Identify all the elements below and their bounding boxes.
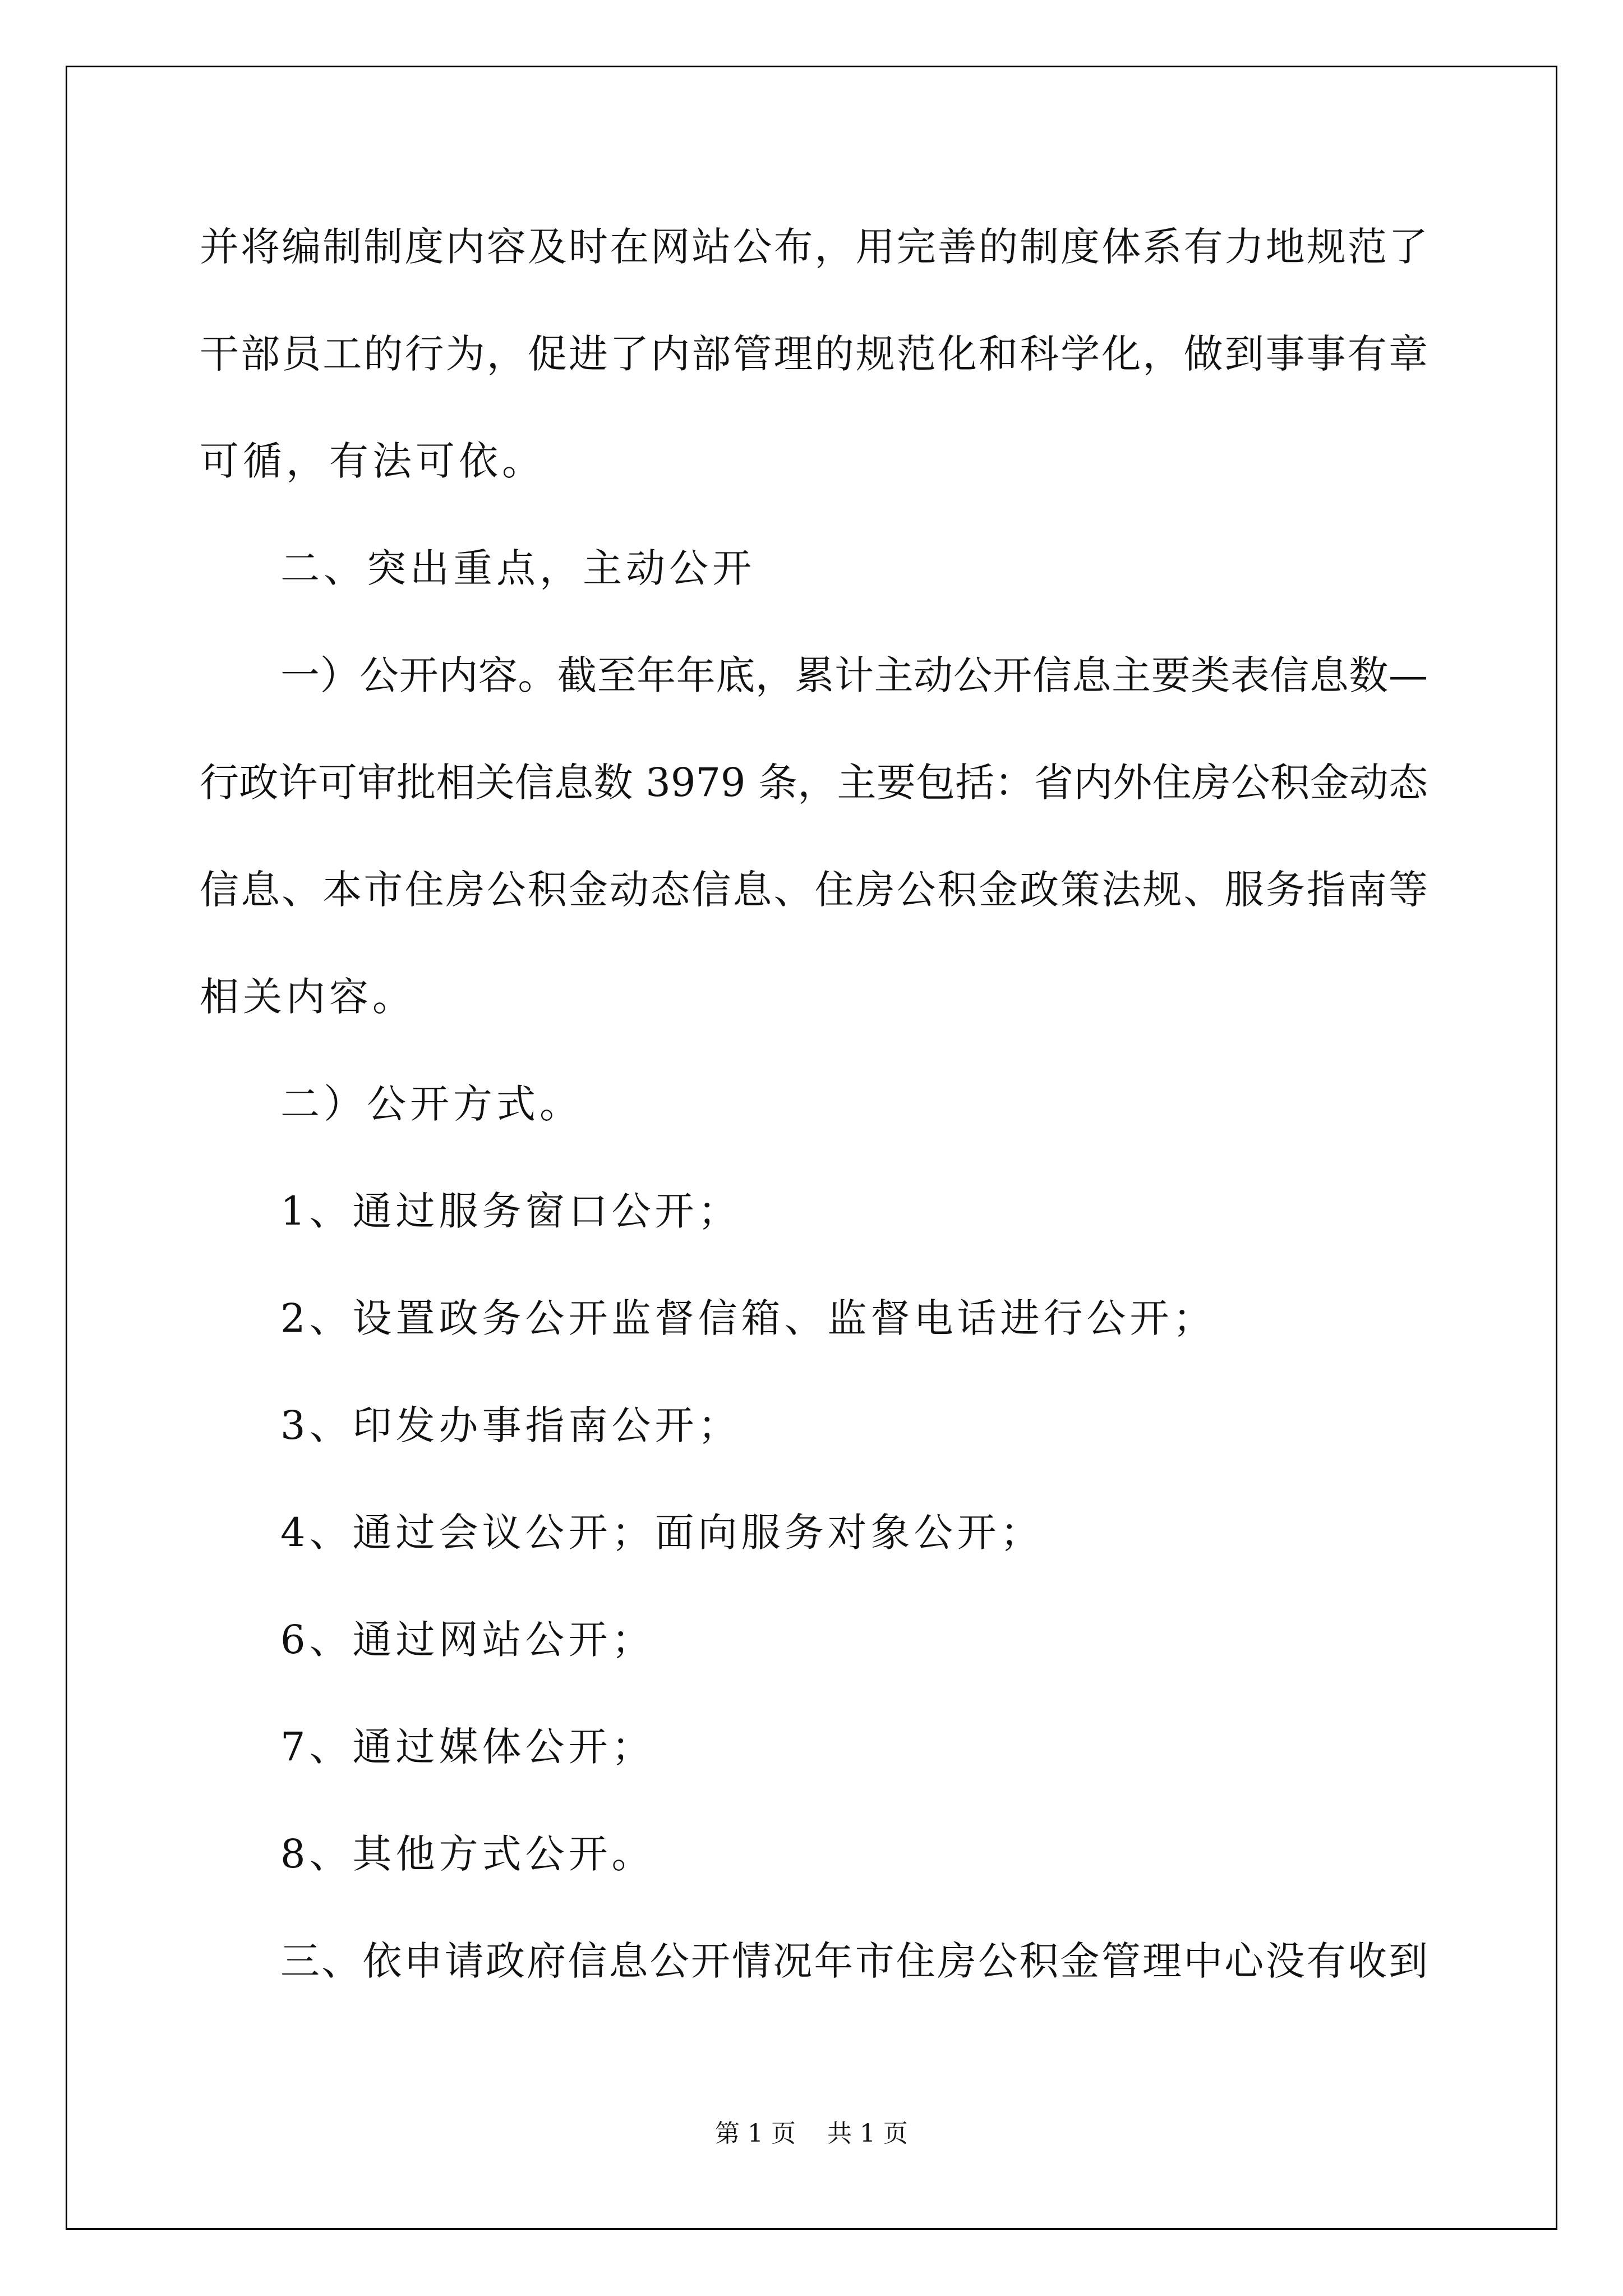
list-item-2: 2、设置政务公开监督信箱、监督电话进行公开； [280,1295,1216,1341]
body-line-3: 可循，有法可依。 [200,438,545,484]
subsection-heading: 二）公开方式。 [280,1081,583,1127]
body-line-6: 行政许可审批相关信息数 3979 条，主要包括：省内外住房公积金动态 [200,760,1428,806]
list-item-4: 4、通过会议公开；面向服务对象公开； [280,1510,1044,1556]
body-line-7: 信息、本市住房公积金动态信息、住房公积金政策法规、服务指南等 [200,867,1428,913]
body-line-2: 干部员工的行为，促进了内部管理的规范化和科学化，做到事事有章 [200,331,1428,377]
section-heading-2: 二、突出重点，主动公开 [280,545,755,591]
body-line-1: 并将编制制度内容及时在网站公布，用完善的制度体系有力地规范了 [200,224,1428,270]
body-line-5: 一）公开内容。截至年年底，累计主动公开信息主要类表信息数— [280,652,1428,698]
list-item-6: 6、通过网站公开； [280,1617,655,1663]
list-item-3: 3、印发办事指南公开； [280,1402,741,1448]
list-item-7: 7、通过媒体公开； [280,1724,655,1770]
section-heading-3: 三、依申请政府信息公开情况年市住房公积金管理中心没有收到 [280,1938,1428,1984]
list-item-8: 8、其他方式公开。 [280,1831,655,1877]
page-number: 第 1 页 [715,2119,796,2148]
page-footer [0,2117,1623,2151]
page-border [66,66,1557,2230]
body-line-8: 相关内容。 [200,974,416,1020]
page-total: 共 1 页 [827,2119,908,2148]
list-item-1: 1、通过服务窗口公开； [280,1188,741,1234]
